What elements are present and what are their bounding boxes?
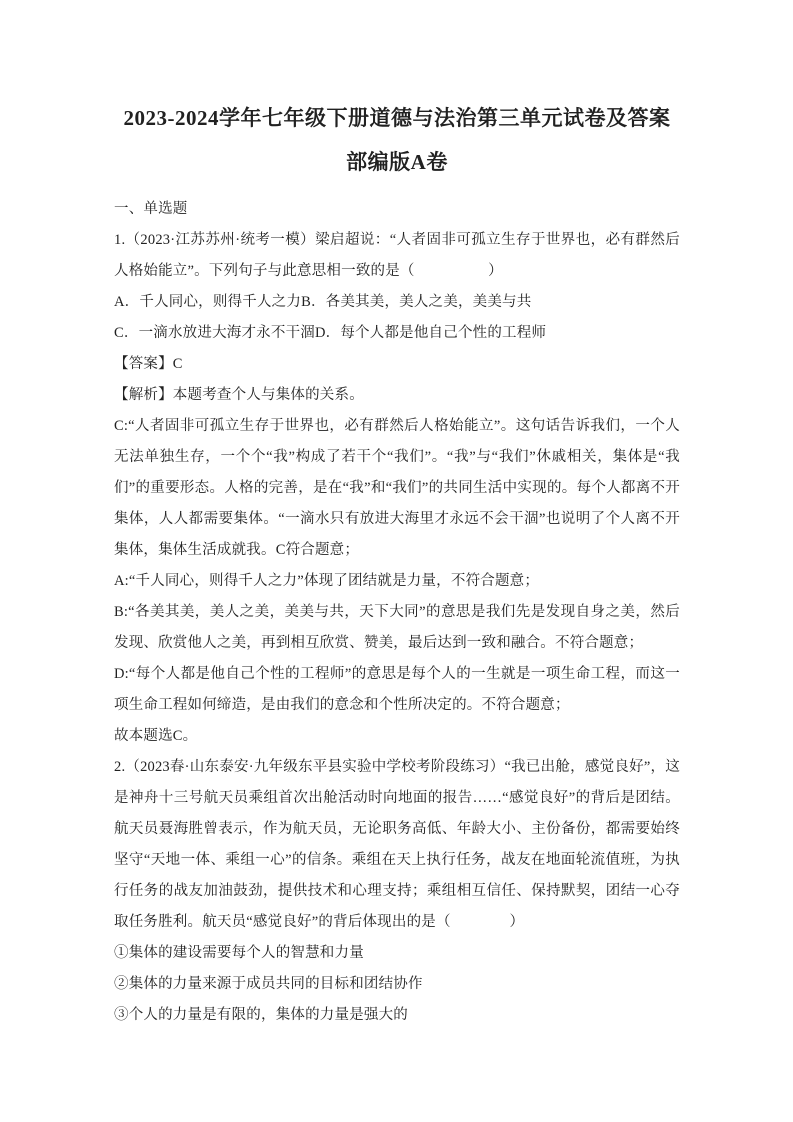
document-title-line2: 部编版A卷	[346, 150, 448, 174]
question-2-item-1: ①集体的建设需要每个人的智慧和力量	[114, 945, 364, 961]
question-1-analysis-intro: 【解析】本题考查个人与集体的关系。	[114, 387, 364, 403]
question-1-options-row-1	[114, 287, 680, 318]
question-1-conclusion: 故本题选C。	[114, 728, 198, 744]
question-1-option-a: A．千人同心，则得千人之力	[114, 294, 302, 310]
question-2-item-3: ③个人的力量是有限的，集体的力量是强大的	[114, 1007, 408, 1023]
question-1-analysis-option-c: C:“人者固非可孤立生存于世界也，必有群然后人格始能立”。这句话告诉我们，一个人无法单独生存，一个个“我”构成了若干个“我们”。“我”与“我们”休戚相关，集体是“我们”的重要形态。人格的完善，是在“我”和“我们”的共同生活中实现的。每个人都离不开集体，人人都需要集体。“一滴水只有放进大海里才永远不会干涸”也说明了个人离不开集体，集体生活成就我。C符合题意；	[114, 418, 680, 558]
question-1-analysis-option-b: B:“各美其美，美人之美，美美与共，天下大同”的意思是我们先是发现自身之美，然后发现、欣赏他人之美，再到相互欣赏、赞美，最后达到一致和融合。不符合题意；	[114, 604, 680, 651]
document-body	[114, 194, 680, 1031]
question-1-answer: 【答案】C	[114, 356, 183, 372]
question-1-analysis-option-d: D:“每个人都是他自己个性的工程师”的意思是每个人的一生就是一项生命工程，而这一项生命工程如何缔造，是由我们的意念和个性所决定的。不符合题意；	[114, 666, 680, 713]
document-title-line1: 2023-2024学年七年级下册道德与法治第三单元试卷及答案	[123, 106, 671, 130]
question-2-item-2: ②集体的力量来源于成员共同的目标和团结协作	[114, 976, 423, 992]
section-heading: 一、单选题	[114, 201, 188, 217]
question-2-stem: 2.（2023春·山东泰安·九年级东平县实验中学校考阶段练习）“我已出舱，感觉良好”，这是神舟十三号航天员乘组首次出舱活动时向地面的报告……“感觉良好”的背后是团结。航天员聂海胜曾表示，作为航天员，无论职务高低、年龄大小、主份备份，都需要始终坚守“天地一体、乘组一心”的信条。乘组在天上执行任务，战友在地面轮流值班，为执行任务的战友加油鼓劲，提供技术和心理支持；乘组相互信任、保持默契，团结一心夺取任务胜利。航天员“感觉良好”的背后体现出的是（ ）	[114, 759, 680, 930]
question-1-option-d: D．每个人都是他自己个性的工程师	[314, 325, 547, 341]
question-1-options-row-2	[114, 318, 680, 349]
question-1-analysis-option-a: A:“千人同心，则得千人之力”体现了团结就是力量，不符合题意；	[114, 573, 540, 589]
question-1-option-c: C．一滴水放进大海才永不干涸	[114, 325, 315, 341]
question-1-stem: 1.（2023·江苏苏州·统考一模）梁启超说：“人者固非可孤立生存于世界也，必有群然后人格始能立”。下列句子与此意思相一致的是（ ）	[114, 232, 680, 279]
document-content	[114, 96, 680, 1031]
question-1-option-b: B．各美其美，美人之美，美美与共	[301, 294, 532, 310]
